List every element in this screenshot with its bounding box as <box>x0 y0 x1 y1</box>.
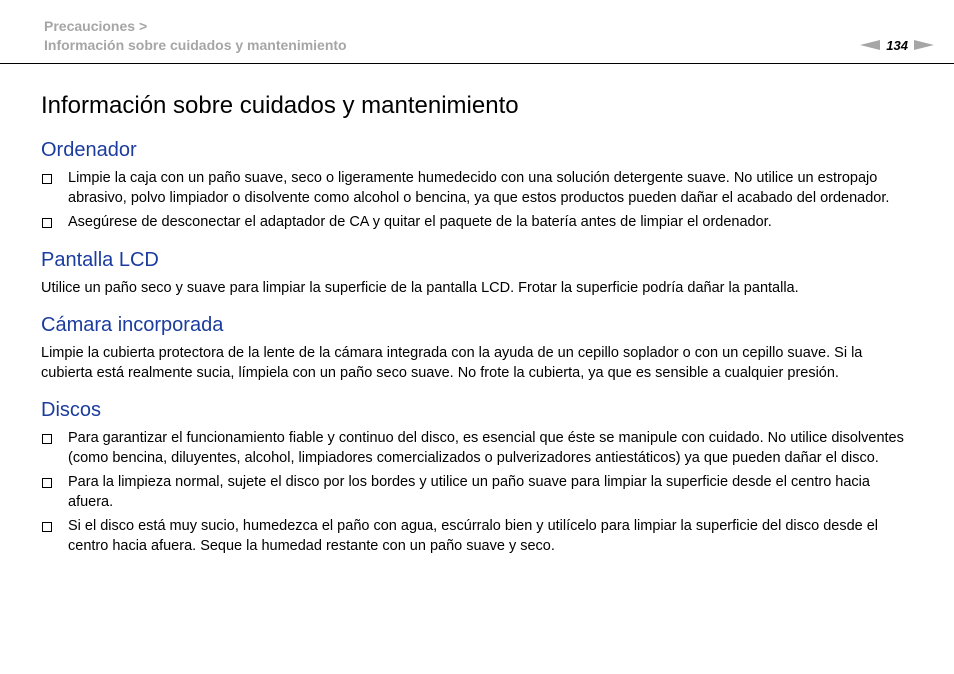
list-item-text: Para la limpieza normal, sujete el disco por los bordes y utilice un paño suave para limpiar la superficie desde el centro hacia afuera. <box>68 474 870 510</box>
main-content <box>41 88 916 568</box>
checkbox-bullet-icon <box>42 522 52 532</box>
arrow-right-icon[interactable] <box>914 40 934 50</box>
list-item <box>41 473 916 512</box>
section-heading: Discos <box>41 399 102 421</box>
section-discos <box>41 395 916 556</box>
bullet-list <box>41 429 916 556</box>
page-navigation <box>860 37 934 53</box>
checkbox-bullet-icon <box>42 478 52 488</box>
page-header <box>0 0 954 64</box>
list-item-text: Limpie la caja con un paño suave, seco o ligeramente humedecido con una solución detergente suave. No utilice un estropajo abrasivo, polvo limpiador o disolvente como alcohol o bencina, ya que estos productos pueden dañar el acabado del ordenador. <box>68 170 890 206</box>
breadcrumb-current[interactable]: Información sobre cuidados y mantenimiento <box>44 37 347 53</box>
section-heading: Pantalla LCD <box>41 248 159 271</box>
section-ordenador <box>41 135 916 233</box>
list-item <box>41 169 916 208</box>
section-heading: Ordenador <box>41 139 137 161</box>
section-camara-incorporada <box>41 310 916 383</box>
section-paragraph: Limpie la cubierta protectora de la lente de la cámara integrada con la ayuda de un cepillo soplador o con un cepillo suave. Si la cubierta está realmente sucia, límpiela con un paño seco suave. No frote la cubierta, ya que es sensible a cualquier presión. <box>41 345 863 381</box>
list-item <box>41 213 916 233</box>
arrow-left-icon[interactable] <box>860 40 880 50</box>
section-heading: Cámara incorporada <box>41 314 224 336</box>
page-title: Información sobre cuidados y mantenimiento <box>41 92 519 119</box>
checkbox-bullet-icon <box>42 174 52 184</box>
checkbox-bullet-icon <box>42 434 52 444</box>
list-item <box>41 429 916 468</box>
bullet-list <box>41 169 916 233</box>
checkbox-bullet-icon <box>42 218 52 228</box>
list-item-text: Si el disco está muy sucio, humedezca el paño con agua, escúrralo bien y utilícelo para limpiar la superficie del disco desde el centro hacia afuera. Seque la humedad restante con un paño suave y seco. <box>68 518 879 554</box>
list-item-text: Para garantizar el funcionamiento fiable y continuo del disco, es esencial que éste se manipule con cuidado. No utilice disolventes (como bencina, diluyentes, alcohol, limpiadores comercializados o pulverizadores antiestáticos) ya que pueden dañar el disco. <box>68 430 904 466</box>
breadcrumb-parent[interactable]: Precauciones > <box>44 18 148 34</box>
breadcrumb <box>44 17 347 55</box>
section-paragraph: Utilice un paño seco y suave para limpiar la superficie de la pantalla LCD. Frotar la superficie podría dañar la pantalla. <box>41 279 799 296</box>
list-item-text: Asegúrese de desconectar el adaptador de CA y quitar el paquete de la batería antes de limpiar el ordenador. <box>68 214 772 230</box>
page-number: 134 <box>886 37 908 53</box>
section-pantalla-lcd <box>41 245 916 299</box>
list-item <box>41 517 916 556</box>
